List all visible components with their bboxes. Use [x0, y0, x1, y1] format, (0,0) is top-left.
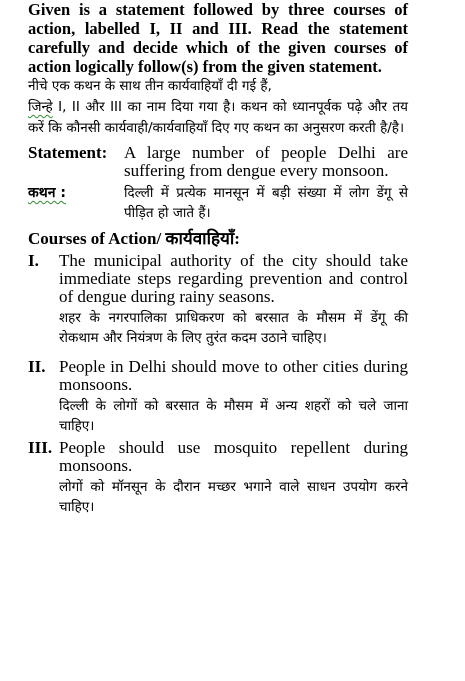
- instructions-hindi-word: जिन्हे: [28, 99, 53, 115]
- statement-hindi-label: कथन :: [28, 185, 66, 201]
- course-item-2: [28, 358, 408, 436]
- statement-row: [28, 144, 408, 180]
- statement-hindi-text: दिल्ली में प्रत्येक मानसून में बड़ी संख्या में लोग डेंगू से पीड़ित हो जाते हैं।: [124, 185, 408, 221]
- course-body: [59, 252, 408, 348]
- statement-text: A large number of people Delhi are suffering from dengue every monsoon.: [124, 143, 408, 180]
- course-english: People should use mosquito repellent during monsoons.: [59, 438, 408, 475]
- course-number: I.: [28, 251, 39, 270]
- course-body: [59, 439, 408, 517]
- course-hindi: शहर के नगरपालिका प्राधिकरण को बरसात के मौसम में डेंगू की रोकथाम और नियंत्रण के लिए तुरंत कदम उठाने चाहिए।: [59, 310, 408, 346]
- course-english: People in Delhi should move to other cities during monsoons.: [59, 357, 408, 394]
- statement-label: Statement:: [28, 143, 108, 162]
- course-number: III.: [28, 438, 53, 457]
- question-page: [28, 0, 408, 517]
- instructions-hindi-part2: I, II और III का नाम दिया गया है। कथन को ध्यानपूर्वक पढ़े और तय करें कि कौनसी कार्यवाही/कार्यवाहियाँ दिए गए कथन का अनुसरण करती है/है।: [28, 99, 408, 136]
- course-hindi: दिल्ली के लोगों को बरसात के मौसम में अन्य शहरों को चले जाना चाहिए।: [59, 398, 408, 434]
- course-hindi: लोगों को मॉनसून के दौरान मच्छर भगाने वाले साधन उपयोग करने चाहिए।: [59, 479, 408, 515]
- instructions-hindi: [28, 76, 408, 139]
- instructions-english: Given is a statement followed by three courses of action, labelled I, II and III. Read the statement carefully and decide which of the given courses of action logically follow(s) from the given statement.: [28, 0, 408, 76]
- course-body: [59, 358, 408, 436]
- course-item-1: [28, 252, 408, 348]
- course-number: II.: [28, 357, 46, 376]
- statement-hindi-row: [28, 183, 408, 223]
- instructions-hindi-part1: नीचे एक कथन के साथ तीन कार्यवाहियाँ दी गई हैं,: [28, 78, 272, 94]
- course-item-3: [28, 439, 408, 517]
- course-english: The municipal authority of the city should take immediate steps regarding prevention and control of dengue during rainy seasons.: [59, 251, 408, 306]
- courses-heading: Courses of Action/ कार्यवाहियाँ:: [28, 229, 240, 248]
